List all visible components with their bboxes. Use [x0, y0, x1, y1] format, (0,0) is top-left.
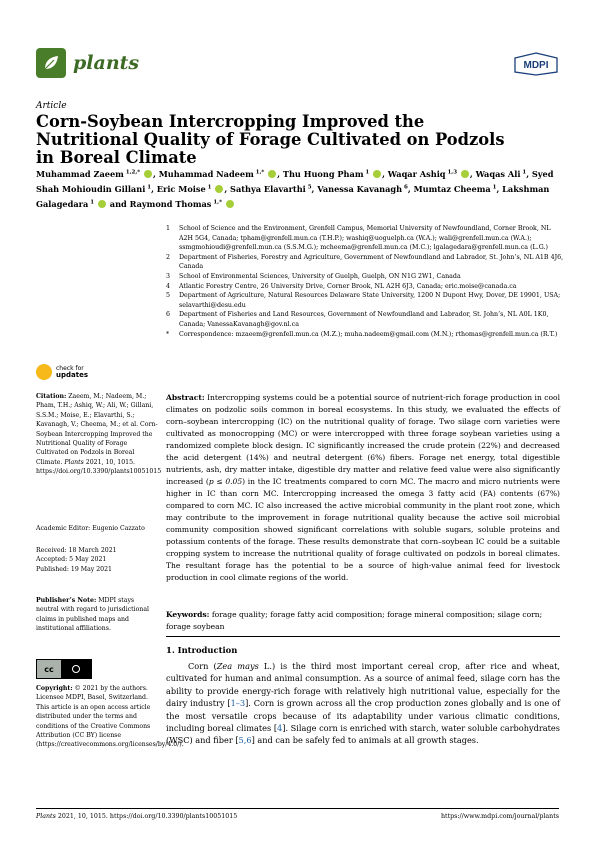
orcid-icon[interactable] [268, 170, 276, 178]
abstract: Abstract: Intercropping systems could be a potential source of nutrient-rich forage production in cool climates on podzolic soils common in boreal ecosystems. In this study, we evaluated the effects of corn–soybean intercropping (IC) on the nutritional quality of forage. Two silage corn varieties were cultivated as monocropping (MC) or were intercropped with three forage soybean varieties using a randomized complete block design. IC significantly increased the crude protein (22%) and decreased the acid detergent (14%) and neutral detergent (6%) fibers. Forage net energy, total digestible nutrients, ash, dry matter intake, digestible dry matter and relative feed value were also significantly increased (p ≤ 0.05) in the IC treatments compared to corn MC. The macro and micro nutrients were higher in IC than corn MC. Intercropping increased the omega 3 fatty acid (FA) contents (67%) compared to corn MC. IC also increased the active microbial community in the plant root zone, which may contribute to the improvement in forage nutritional quality because the active soil microbial community composition showed significant correlations with soluble sugars, soluble proteins and potassium contents of the forage. These results demonstrate that corn–soybean IC could be a suitable cropping system to increase the nutritional quality of forage cultivated on podzols in boreal climates. The resultant forage has the potential to be a source of high-value animal feed for livestock production in cool climate regions of the world. [166, 393, 560, 582]
author-name: Vanessa Kavanagh $^6$, [317, 183, 414, 194]
citation-block: Citation: Zaeem, M.; Nadeem, M.; Pham, T.H.; Ashiq, W.; Ali, W.; Gillani, S.S.M.; Moise, E.; Elavarthi, S.; Kavanagh, V.; Cheema, M.; et al. Corn-Soybean Intercropping Improved the Nutritional Quality of Forage Cultivated on Podzols in Boreal Climate. Plants 2021, 10, 1015. https://doi.org/10.3390/plants10051015 [36, 393, 162, 476]
copyright-block: Copyright: © 2021 by the authors. Licensee MDPI, Basel, Switzerland. This article is an open access article distributed under the terms and conditions of the Creative Commons Attribution (CC BY) license (https://creativecommons.org/licenses/by/4.0/). [36, 685, 184, 749]
footer-divider [36, 808, 559, 809]
check-for-updates-button[interactable]: check for updates [36, 364, 88, 380]
keywords: Keywords: forage quality; forage fatty acid composition; forage mineral composition; silage corn; forage soybean [166, 610, 543, 631]
citation-link[interactable]: 5,6 [238, 735, 252, 746]
orcid-icon[interactable] [98, 200, 106, 208]
author-name: Waqar Ashiq $^{1,3}$ , [387, 168, 476, 179]
footer-doi-link[interactable]: 2021, 10, 1015. https://doi.org/10.3390/plants10051015 [57, 813, 238, 820]
mdpi-logo [513, 52, 559, 76]
article-type: Article [36, 101, 67, 111]
citation-link[interactable]: 1–3 [230, 698, 246, 709]
leaf-icon [36, 48, 66, 78]
journal-logo [36, 48, 139, 78]
author-name: Mumtaz Cheema $^1$, [413, 183, 503, 194]
author-name: Lakshman Galagedara $^1$ [36, 183, 550, 209]
cc-by-icon [61, 660, 91, 678]
affiliation-item: 4 Atlantic Forestry Centre, 26 University Drive, Corner Brook, NL A2H 6J3, Canada; eric.moise@canada.ca [166, 282, 517, 290]
author-name: Sathya Elavarthi $^5$, [230, 183, 318, 194]
check-updates-icon [36, 364, 52, 380]
author-name: Eric Moise $^1$ , [156, 183, 231, 194]
affiliation-item: 6 Department of Fisheries and Land Resources, Government of Newfoundland and Labrador, St. John’s, NL A0L 1K0, Canada; VanessaKavanagh@gov.nl.ca [166, 311, 549, 328]
academic-editor: Academic Editor: Eugenio Cazzato [36, 525, 145, 532]
section-heading-introduction: 1. Introduction [166, 645, 238, 655]
author-name: Syed Shah Mohioudin Gillani $^1$, [36, 168, 554, 194]
affiliation-item: 2 Department of Fisheries, Forestry and Agriculture, Government of Newfoundland and Labrador, St. John’s, NL A1B 4J6, Canada [166, 253, 564, 271]
paper-title: Corn-Soybean Intercropping Improved the Nutritional Quality of Forage Cultivated on Podzols in Boreal Climate [36, 112, 505, 167]
citation-link[interactable]: 4 [277, 723, 283, 734]
affiliations [166, 224, 566, 339]
author-name: Muhammad Nadeem $^{1,*}$ , [158, 168, 283, 179]
citation-doi-link[interactable]: 2021, 10, 1015. https://doi.org/10.3390/plants10051015 [36, 458, 162, 476]
page-footer: Plants 2021, 10, 1015. https://doi.org/10.3390/plants10051015 https://www.mdpi.com/journal/plants [36, 813, 559, 820]
orcid-icon[interactable] [226, 200, 234, 208]
affiliation-item: 1 School of Science and the Environment, Grenfell Campus, Memorial University of Newfoundland, Corner Brook, NL A2H 5G4, Canada; tpham@grenfell.mun.ca (T.H.P.); washiq@uoguelph.ca (W.A.); wali@grenfell.mun.ca (W.A.); ssmgmohioudi@grenfell.mun.ca (S.S.M.G.); mcheema@grenfell.mun.ca (M.C.); lgalagedara@grenfell.mun.ca (L.G.) [166, 225, 551, 252]
orcid-icon[interactable] [215, 185, 223, 193]
author-name: Muhammad Zaeem $^{1,2,*}$ , [36, 168, 159, 179]
affiliation-item: 5 Department of Agriculture, Natural Resources Delaware State University, 1200 N Dupont Hwy, Dover, DE 19901, USA; selavarthi@desu.edu [166, 292, 561, 309]
author-name: and Raymond Thomas $^{1,*}$ [110, 199, 235, 209]
orcid-icon[interactable] [373, 170, 381, 178]
author-name: Waqas Ali $^1$, [475, 168, 532, 179]
publisher-note: Publisher’s Note: MDPI stays neutral with regard to jurisdictional claims in published maps and institutional affiliations. [36, 597, 150, 633]
orcid-icon[interactable] [144, 170, 152, 178]
dates-block: Received: 18 March 2021 Accepted: 5 May 2021 Published: 19 May 2021 [36, 547, 117, 573]
svg-text:MDPI: MDPI [523, 60, 549, 71]
affiliation-item: * Correspondence: mzaeem@grenfell.mun.ca (M.Z.); muha.nadeem@gmail.com (M.N.); rthomas@grenfell.mun.ca (R.T.) [166, 330, 558, 338]
author-list [36, 166, 564, 211]
introduction-paragraph: Corn (Zea mays L.) is the third most important cereal crop, after rice and wheat, cultivated for human and animal consumption. As a source of animal feed, silage corn has the ability to provide energy-rich forage with relatively high nutritional value, especially for the dairy industry [1–3]. Corn is grown across all the crop production zones globally and is one of the most versatile crops because of its adaptability under various climatic conditions, including boreal climates [4]. Silage corn is enriched with starch, water soluble carbohydrates (WSC) and fiber [5,6] and can be safely fed to animals at all growth stages. [166, 661, 560, 746]
cc-license-badge[interactable]: cc [36, 659, 92, 679]
journal-name: plants [73, 52, 140, 74]
journal-url-link[interactable]: https://www.mdpi.com/journal/plants [441, 813, 559, 820]
orcid-icon[interactable] [461, 170, 469, 178]
author-name: Thu Huong Pham $^1$ , [282, 168, 388, 179]
affiliation-item: 3 School of Environmental Sciences, University of Guelph, Guelph, ON N1G 2W1, Canada [166, 272, 461, 280]
section-divider [166, 636, 560, 637]
